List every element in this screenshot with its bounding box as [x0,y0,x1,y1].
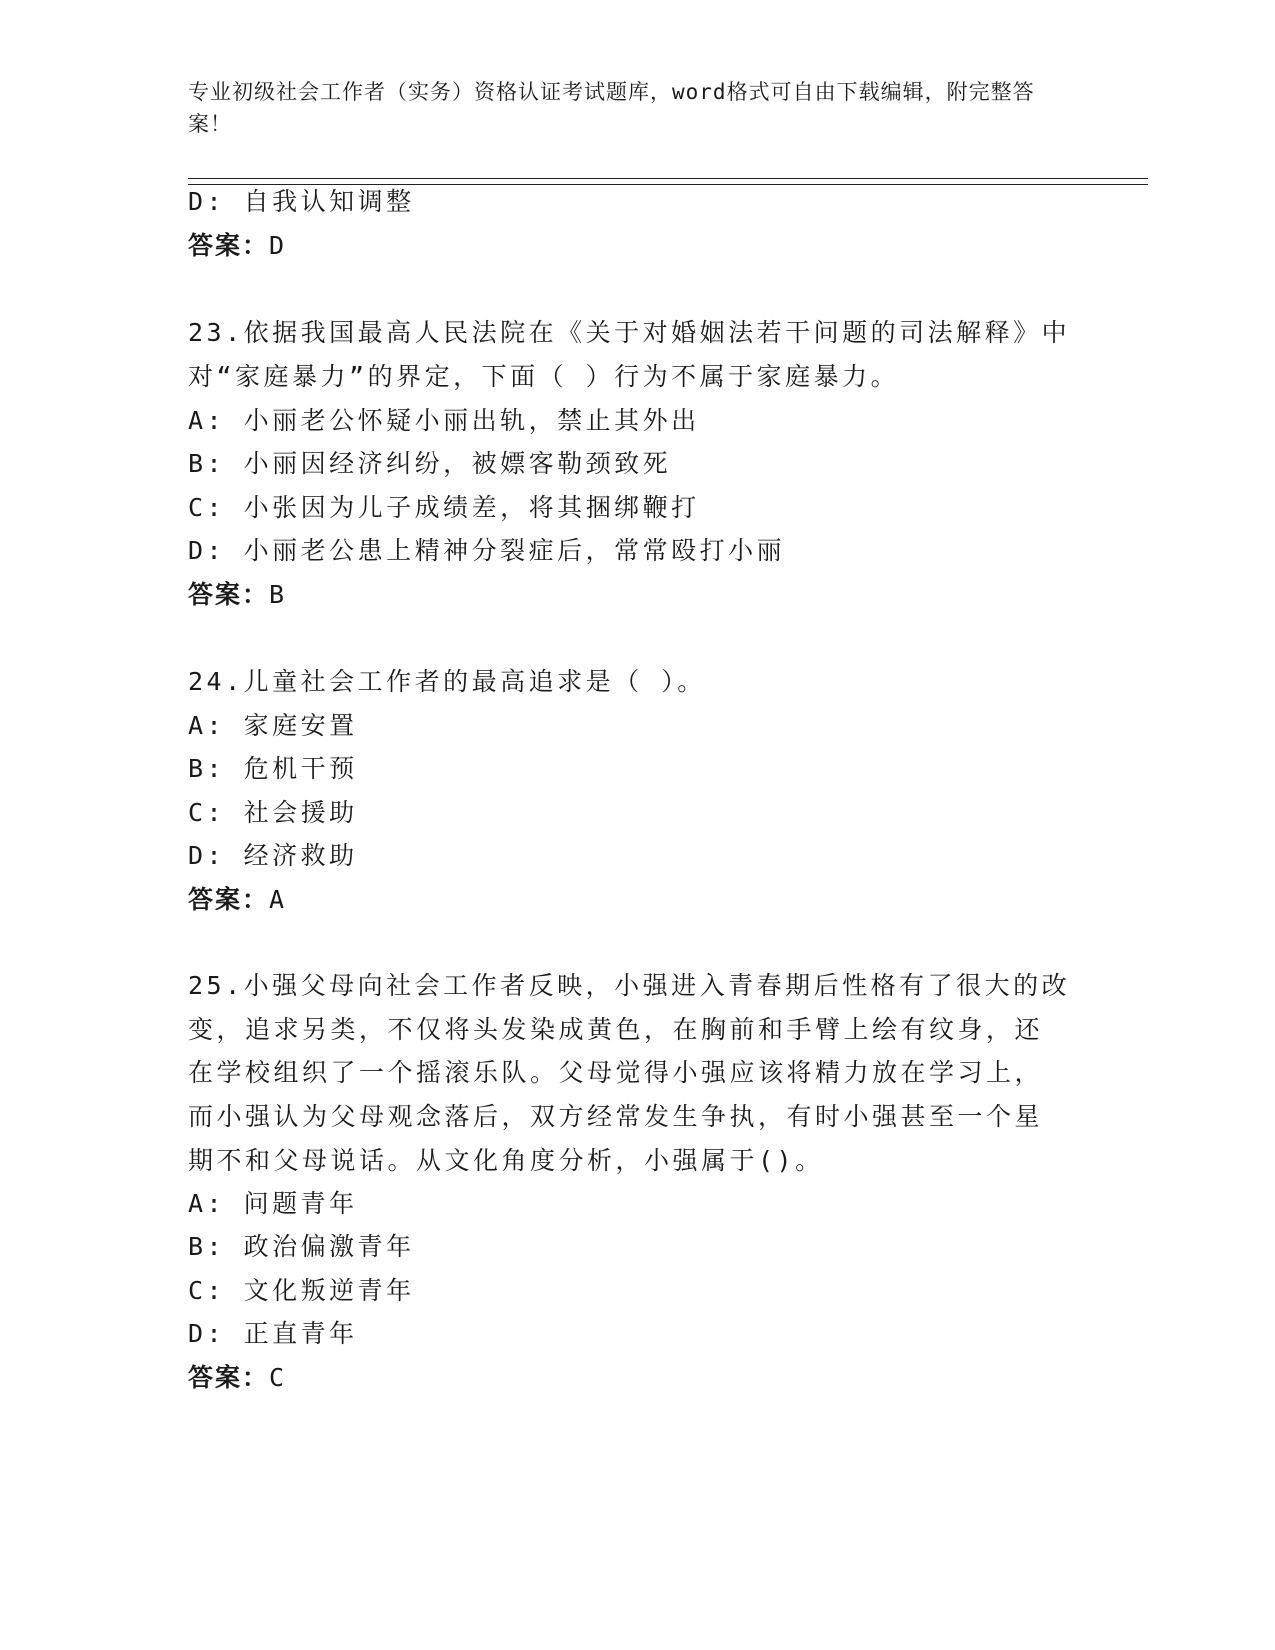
q23-stem-line-1: 23.依据我国最高人民法院在《关于对婚姻法若干问题的司法解释》中 [188,318,1071,347]
q23-answer-value: B [269,580,286,609]
q24-option-b: B: 危机干预 [188,754,358,783]
q22-answer [188,231,285,261]
q25-answer-label: 答案： [188,1363,270,1392]
q23-option-c: C: 小张因为儿子成绩差，将其捆绑鞭打 [188,493,700,522]
q23-option-b: B: 小丽因经济纠纷，被嫖客勒颈致死 [188,449,672,478]
q25-answer [188,1363,285,1393]
q25-stem-line-2: 变，追求另类，不仅将头发染成黄色，在胸前和手臂上绘有纹身，还 [188,1015,1044,1044]
page-header: 专业初级社会工作者（实务）资格认证考试题库，word格式可自由下载编辑，附完整答案！ [188,80,1035,136]
q23-stem-line-2: 对“家庭暴力”的界定，下面（ ）行为不属于家庭暴力。 [188,362,900,391]
q22-answer-label: 答案： [188,231,270,260]
q25-answer-value: C [269,1363,286,1392]
q24-option-c: C: 社会援助 [188,798,358,827]
q25-option-d: D: 正直青年 [188,1319,358,1348]
q25-stem-line-5: 期不和父母说话。从文化角度分析，小强属于()。 [188,1146,824,1175]
q25-option-c: C: 文化叛逆青年 [188,1276,415,1305]
q24-option-a: A: 家庭安置 [188,711,358,740]
q22-answer-value: D [269,231,286,260]
q23-answer [188,580,285,610]
q23-option-a: A: 小丽老公怀疑小丽出轨，禁止其外出 [188,406,700,435]
header-divider-bottom [188,184,1148,185]
q24-answer-label: 答案： [188,885,270,914]
header-divider-top [188,178,1148,179]
q25-stem-line-1: 25.小强父母向社会工作者反映，小强进入青春期后性格有了很大的改 [188,971,1071,1000]
q23-option-d: D: 小丽老公患上精神分裂症后，常常殴打小丽 [188,536,786,565]
q25-stem-line-3: 在学校组织了一个摇滚乐队。父母觉得小强应该将精力放在学习上， [188,1058,1044,1087]
q22-option-d: D: 自我认知调整 [188,187,415,216]
q24-option-d: D: 经济救助 [188,841,358,870]
q25-option-a: A: 问题青年 [188,1189,358,1218]
q24-stem-line-1: 24.儿童社会工作者的最高追求是（ ）。 [188,667,706,696]
q25-stem-line-4: 而小强认为父母观念落后，双方经常发生争执，有时小强甚至一个星 [188,1102,1044,1131]
q24-answer [188,885,285,915]
q23-answer-label: 答案： [188,580,270,609]
q24-answer-value: A [269,885,286,914]
q25-option-b: B: 政治偏激青年 [188,1232,415,1261]
